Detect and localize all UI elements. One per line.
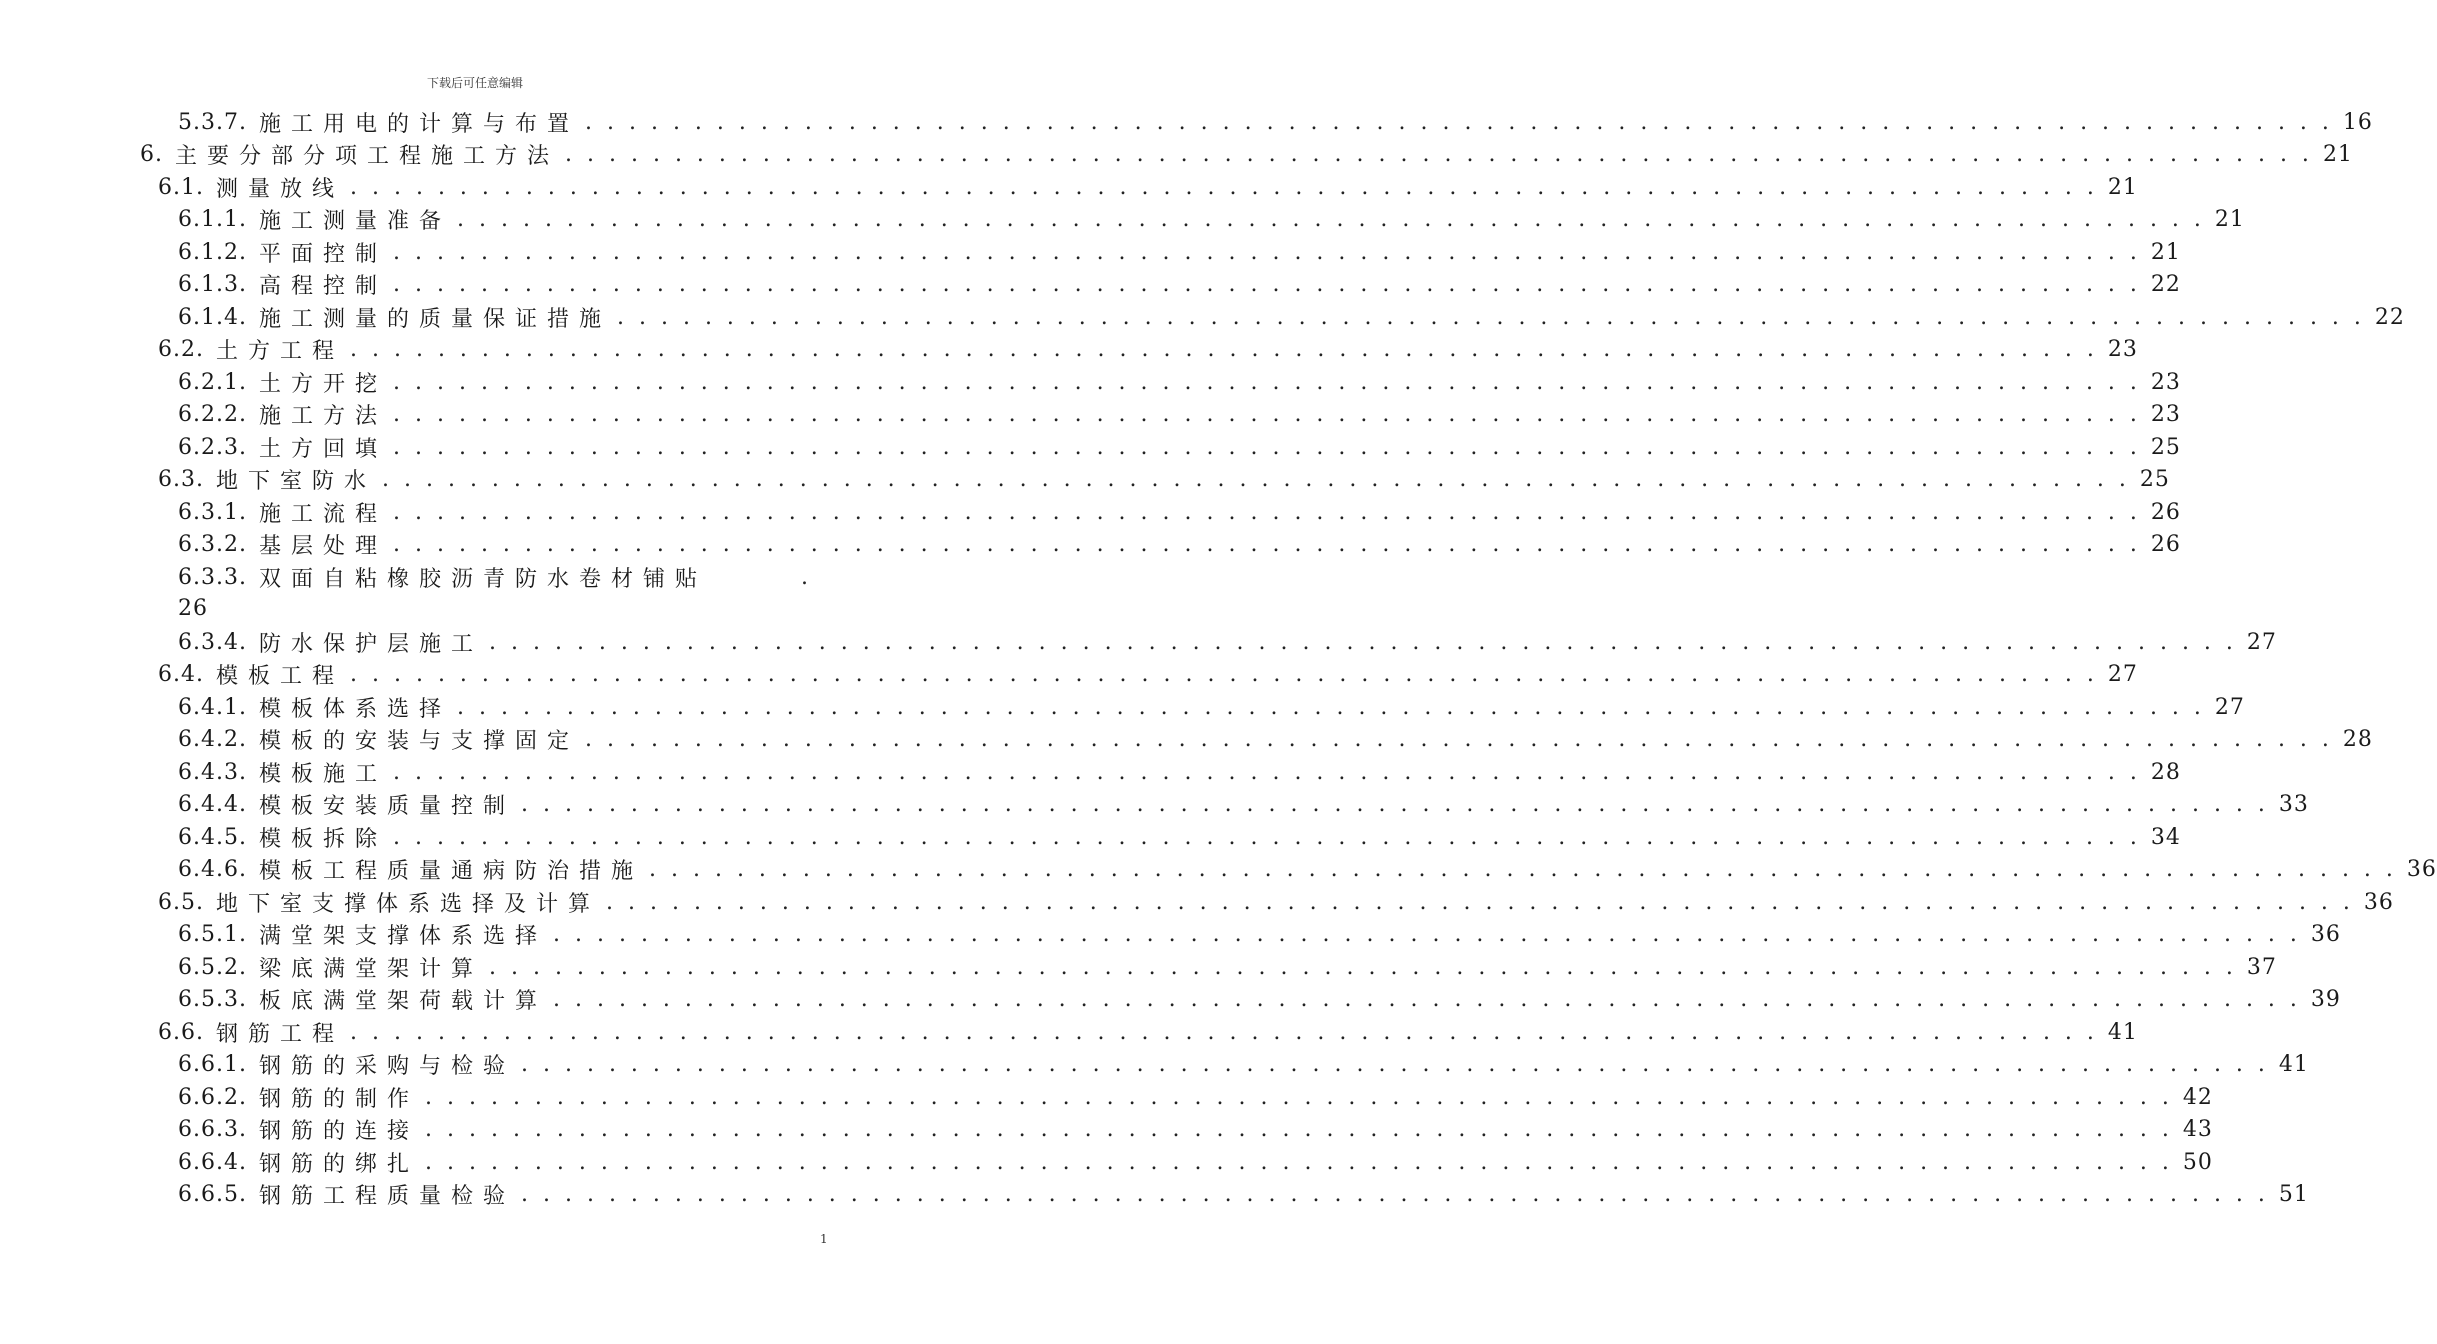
toc-entry-title: 平面控制: [258, 241, 387, 267]
toc-entry-number: 6.4.4.: [178, 792, 247, 817]
toc-entry-page: 21: [2107, 174, 2138, 200]
toc-leader-dots: . . . . . . . . . . . . . . . . . . . . . . . . . . . . . . . . . . . . . . . . . . . . . . . . . . . . . . . . . . . . . . . . . . . . . . . . . . . . . . . .: [553, 922, 2301, 947]
toc-entry[interactable]: [178, 269, 2181, 301]
toc-entry[interactable]: [178, 301, 2405, 333]
toc-entry-number: 6.3.: [158, 467, 204, 492]
toc-entry-page: 23: [2150, 369, 2181, 395]
toc-entry[interactable]: [178, 691, 2245, 723]
toc-entry-title: 模板安装质量控制: [258, 794, 515, 819]
toc-entry-title: 施工用电的计算与布置: [258, 111, 579, 137]
toc-entry-title: 土方回填: [258, 436, 387, 462]
toc-leader-dots: . . . . . . . . . . . . . . . . . . . . . . . . . . . . . . . . . . . . . . . . . . . . . . . . . . . . . . . . . . . . . . . . . . . . . . . . . . . . . . . .: [565, 142, 2313, 167]
toc-entry-title: 梁底满堂架计算: [258, 956, 483, 982]
toc-entry-page: 25: [2150, 434, 2181, 460]
toc-entry-number: 6.1.: [158, 174, 204, 200]
toc-entry-title: 模板拆除: [258, 826, 387, 852]
toc-entry-page: 41: [2107, 1019, 2138, 1045]
toc-entry-page: 26: [2150, 499, 2181, 525]
toc-entry-page: 21: [2322, 142, 2353, 167]
toc-leader-dots: . . . . . . . . . . . . . . . . . . . . . . . . . . . . . . . . . . . . . . . . . . . . . . . . . . . . . . . . . . . . . . . . . . . . . . . . . . . . . . . .: [553, 987, 2301, 1012]
toc-leader-dots: . . . . . . . . . . . . . . . . . . . . . . . . . . . . . . . . . . . . . . . . . . . . . . . . . . . . . . . . . . . . . . . . . . . . . . . . . . . . . . . .: [393, 759, 2141, 785]
toc-entry-page: 28: [2150, 759, 2181, 785]
toc-entry-page: 36: [2310, 922, 2341, 947]
toc-entry-title: 钢筋的制作: [258, 1086, 419, 1112]
toc-entry-page: 42: [2182, 1084, 2213, 1110]
toc-leader-dots: . . . . . . . . . . . . . . . . . . . . . . . . . . . . . . . . . . . . . . . . . . . . . . . . . . . . . . . . . . . . . . . . . . . . . . . . . . . . . . . .: [617, 304, 2365, 330]
toc-entry-page: 23: [2150, 402, 2181, 427]
toc-entry-number: 6.5.1.: [178, 922, 247, 947]
toc-entry-title: 土方工程: [215, 339, 344, 364]
toc-leader-dots: . . . . . . . . . . . . . . . . . . . . . . . . . . . . . . . . . . . . . . . . . . . . . . . . . . . . . . . . . . . . . . . . . . . . . . . . . . . . . . . .: [393, 532, 2141, 557]
toc-entry[interactable]: [178, 529, 2181, 561]
toc-entry-number: 5.3.7.: [178, 109, 247, 135]
toc-leader-dots: . . . . . . . . . . . . . . . . . . . . . . . . . . . . . . . . . . . . . . . . . . . . . . . . . . . . . . . . . . . . . . . . . . . . . . . . . . . . . . . .: [457, 207, 2205, 232]
toc-entry-page: 36: [2406, 857, 2437, 882]
toc-entry-page: 51: [2278, 1182, 2309, 1207]
toc-entry[interactable]: [178, 1081, 2213, 1113]
toc-entry-page: 27: [2214, 694, 2245, 720]
toc-entry-page: 21: [2150, 239, 2181, 265]
toc-entry-number: 6.6.1.: [178, 1052, 247, 1077]
toc-entry[interactable]: [178, 496, 2181, 528]
toc-leader-dots: . . . . . . . . . . . . . . . . . . . . . . . . . . . . . . . . . . . . . . . . . . . . . . . . . . . . . . . . . . . . . . . . . . . . . . . . . . . . . . . .: [350, 662, 2098, 687]
toc-leader-dots: . . . . . . . . . . . . . . . . . . . . . . . . . . . . . . . . . . . . . . . . . . . . . . . . . . . . . . . . . . . . . . . . . . . . . . . . . . . . . . . .: [425, 1149, 2173, 1175]
toc-leader-dots: . . . . . . . . . . . . . . . . . . . . . . . . . . . . . . . . . . . . . . . . . . . . . . . . . . . . . . . . . . . . . . . . . . . . . . . . . . . . . . . .: [489, 954, 2237, 980]
toc-entry[interactable]: [178, 399, 2181, 431]
toc-entry-page: 27: [2107, 662, 2138, 687]
toc-entry[interactable]: [158, 1016, 2138, 1048]
toc-entry-number: 6.2.2.: [178, 402, 247, 427]
toc-entry-number: 6.6.5.: [178, 1182, 247, 1207]
toc-leader-dots: . . . . . . . . . . . . . . . . . . . . . . . . . . . . . . . . . . . . . . . . . . . . . . . . . . . . . . . . . . . . . . . . . . . . . . . . . . . . . . . .: [585, 109, 2333, 135]
toc-entry-number: 6.4.2.: [178, 727, 247, 752]
toc-leader-dots: . . . . . . . . . . . . . . . . . . . . . . . . . . . . . . . . . . . . . . . . . . . . . . . . . . . . . . . . . . . . . . . . . . . . . . . . . . . . . . . .: [425, 1117, 2173, 1142]
toc-leader-dots: . . . . . . . . . . . . . . . . . . . . . . . . . . . . . . . . . . . . . . . . . . . . . . . . . . . . . . . . . . . . . . . . . . . . . . . . . . . . . . . .: [393, 239, 2141, 265]
toc-entry-title: 土方开挖: [258, 371, 387, 397]
toc-entry-title: 钢筋的绑扎: [258, 1151, 419, 1177]
toc-entry-number: 6.2.3.: [178, 434, 247, 460]
toc-entry[interactable]: [158, 886, 2394, 918]
toc-entry-title: 满堂架支撑体系选择: [258, 924, 547, 949]
toc-entry-number: 6.1.4.: [178, 304, 247, 330]
toc-entry[interactable]: [178, 1049, 2309, 1081]
toc-entry[interactable]: [178, 951, 2277, 983]
toc-entry-number: 6.3.1.: [178, 499, 247, 525]
toc-entry-number: 6.6.2.: [178, 1084, 247, 1110]
toc-entry-page: 22: [2374, 304, 2405, 330]
toc-entry-page: 16: [2342, 109, 2373, 135]
toc-leader-dots: . . . . . . . . . . . . . . . . . . . . . . . . . . . . . . . . . . . . . . . . . . . . . . . . . . . . . . . . . . . . . . . . . . . . . . . . . . . . . . . .: [649, 857, 2397, 882]
toc-entry-page: 36: [2363, 889, 2394, 915]
toc-leader-dots: . . . . . . . . . . . . . . . . . . . . . . . . . . . . . . . . . . . . . . . . . . . . . . . . . . . . . . . . . . . . . . . . . . . . . . . . . . . . . . . .: [585, 727, 2333, 752]
toc-entry-number: 6.2.1.: [178, 369, 247, 395]
toc-entry-page: 33: [2278, 792, 2309, 817]
toc-entry-number: 6.4.3.: [178, 759, 247, 785]
page-header: 下载后可任意编辑: [426, 76, 523, 90]
toc-entry-title: 施工方法: [258, 404, 387, 429]
toc-entry[interactable]: [178, 1114, 2213, 1146]
toc-leader-dots: . . . . . . . . . . . . . . . . . . . . . . . . . . . . . . . . . . . . . . . . . . . . . . . . . . . . . . . . . . . . . . . . . . . . . . . . . . . . . . . .: [521, 1182, 2269, 1207]
toc-entry-number: 6.3.3.: [178, 564, 247, 590]
toc-entry-number: 6.5.: [158, 889, 204, 915]
toc-leader-dots: . . . . . . . . . . . . . . . . . . . . . . . . . . . . . . . . . . . . . . . . . . . . . . . . . . . . . . . . . . . . . . . . . . . . . . . . . . . . . . . .: [489, 629, 2237, 655]
toc-entry[interactable]: [178, 724, 2373, 756]
toc-entry-title: 双面自粘橡胶沥青防水卷材铺贴: [258, 566, 707, 592]
toc-leader-dots: . . . . . . . . . . . . . . . . . . . . . . . . . . . . . . . . . . . . . . . . . . . . . . . . . . . . . . . . . . . . . . . . . . . . . . . . . . . . . . . .: [457, 694, 2205, 720]
toc-entry-page: 26: [178, 595, 208, 621]
toc-entry[interactable]: [178, 789, 2309, 821]
toc-entry-title: 施工流程: [258, 501, 387, 527]
toc-entry-page: 28: [2342, 727, 2373, 752]
toc-entry-title: 模板工程: [215, 664, 344, 689]
toc-entry-title: 模板体系选择: [258, 696, 451, 722]
toc-entry[interactable]: [178, 561, 815, 593]
toc-entry-page: 23: [2107, 337, 2138, 362]
toc-entry[interactable]: [178, 756, 2181, 788]
page-number: 1: [820, 1232, 828, 1246]
toc-entry-title: 地下室支撑体系选择及计算: [215, 891, 600, 917]
toc-entry-page: 41: [2278, 1052, 2309, 1077]
toc-entry-number: 6.1.1.: [178, 207, 247, 232]
toc-entry-page: 50: [2182, 1149, 2213, 1175]
toc-entry-number: 6.4.5.: [178, 824, 247, 850]
toc-entry-number: 6.6.: [158, 1019, 204, 1045]
toc-entry[interactable]: [140, 139, 2353, 171]
toc-leader-dots: . . . . . . . . . . . . . . . . . . . . . . . . . . . . . . . . . . . . . . . . . . . . . . . . . . . . . . . . . . . . . . . . . . . . . . . . . . . . . . . .: [393, 402, 2141, 427]
toc-entry-page: 21: [2214, 207, 2245, 232]
toc-leader-dots: . . . . . . . . . . . . . . . . . . . . . . . . . . . . . . . . . . . . . . . . . . . . . . . . . . . . . . . . . . . . . . . . . . . . . . . . . . . . . . . .: [350, 1019, 2098, 1045]
toc-leader-dots: . . . . . . . . . . . . . . . . . . . . . . . . . . . . . . . . . . . . . . . . . . . . . . . . . . . . . . . . . . . . . . . . . . . . . . . . . . . . . . . .: [521, 1052, 2269, 1077]
toc-leader-dots: . . . . . . . . . . . . . . . . . . . . . . . . . . . . . . . . . . . . . . . . . . . . . . . . . . . . . . . . . . . . . . . . . . . . . . . . . . . . . . . .: [393, 499, 2141, 525]
toc-entry-title: 主要分部分项工程施工方法: [175, 144, 560, 169]
toc-entry-page: 22: [2150, 272, 2181, 297]
toc-entry-number: 6.2.: [158, 337, 204, 362]
toc-entry-number: 6.3.2.: [178, 532, 247, 557]
toc-entry-page: 25: [2139, 467, 2170, 492]
toc-leader-dots: . . . . . . . . . . . . . . . . . . . . . . . . . . . . . . . . . . . . . . . . . . . . . . . . . . . . . . . . . . . . . . . . . . . . . . . . . . . . . . . .: [425, 1084, 2173, 1110]
toc-entry-title: 防水保护层施工: [258, 631, 483, 657]
toc-entry-title: 板底满堂架荷载计算: [258, 989, 547, 1014]
toc-leader-dots: . . . . . . . . . . . . . . . . . . . . . . . . . . . . . . . . . . . . . . . . . . . . . . . . . . . . . . . . . . . . . . . . . . . . . . . . . . . . . . . .: [382, 467, 2130, 492]
toc-entry-title: 钢筋的采购与检验: [258, 1054, 515, 1079]
toc-entry-title: 模板施工: [258, 761, 387, 787]
toc-entry[interactable]: [178, 821, 2181, 853]
toc-entry-number: 6.6.4.: [178, 1149, 247, 1175]
toc-entry[interactable]: [178, 236, 2181, 268]
toc-entry-page: 43: [2182, 1117, 2213, 1142]
toc-entry[interactable]: [178, 366, 2181, 398]
toc-entry-page: 34: [2150, 824, 2181, 850]
toc-leader-dots: . . . . . . . . . . . . . . . . . . . . . . . . . . . . . . . . . . . . . . . . . . . . . . . . . . . . . . . . . . . . . . . . . . . . . . . . . . . . . . . .: [393, 272, 2141, 297]
toc-entry-page: 27: [2246, 629, 2277, 655]
toc-entry-title: 钢筋工程质量检验: [258, 1184, 515, 1209]
toc-entry[interactable]: [158, 659, 2138, 691]
toc-leader-dots: . . . . . . . . . . . . . . . . . . . . . . . . . . . . . . . . . . . . . . . . . . . . . . . . . . . . . . . . . . . . . . . . . . . . . . . . . . . . . . . .: [521, 792, 2269, 817]
toc-entry-number: 6.1.3.: [178, 272, 247, 297]
toc-entry[interactable]: [178, 1179, 2309, 1211]
toc-entry[interactable]: [178, 626, 2277, 658]
toc-entry-title: 模板的安装与支撑固定: [258, 729, 579, 754]
toc-entry-number: 6.5.2.: [178, 954, 247, 980]
toc-entry-title: 钢筋工程: [215, 1021, 344, 1047]
toc-entry-number: 6.6.3.: [178, 1117, 247, 1142]
toc-entry-title: 模板工程质量通病防治措施: [258, 859, 643, 884]
toc-entry-number: 6.: [140, 142, 163, 167]
toc-entry[interactable]: [178, 106, 2373, 138]
toc-entry-title: 高程控制: [258, 274, 387, 299]
toc-entry[interactable]: [158, 334, 2138, 366]
toc-entry[interactable]: [158, 171, 2138, 203]
toc-entry[interactable]: [178, 919, 2341, 951]
toc-leader-dots: . . . . . . . . . . . . . . . . . . . . . . . . . . . . . . . . . . . . . . . . . . . . . . . . . . . . . . . . . . . . . . . . . . . . . . . . . . . . . . . .: [393, 434, 2141, 460]
toc-entry-title: 测量放线: [215, 176, 344, 202]
toc-entry[interactable]: [178, 1146, 2213, 1178]
toc-entry-number: 6.4.: [158, 662, 204, 687]
toc-entry-page: 26: [2150, 532, 2181, 557]
toc-leader-dots: . . . . . . . . . . . . . . . . . . . . . . . . . . . . . . . . . . . . . . . . . . . . . . . . . . . . . . . . . . . . . . . . . . . . . . . . . . . . . . . .: [350, 337, 2098, 362]
toc-entry-number: 6.5.3.: [178, 987, 247, 1012]
toc-leader-dots: .: [801, 564, 812, 590]
toc-entry-page: 37: [2246, 954, 2277, 980]
toc-leader-dots: . . . . . . . . . . . . . . . . . . . . . . . . . . . . . . . . . . . . . . . . . . . . . . . . . . . . . . . . . . . . . . . . . . . . . . . . . . . . . . . .: [393, 369, 2141, 395]
toc-entry[interactable]: [178, 431, 2181, 463]
toc-entry-number: 6.4.1.: [178, 694, 247, 720]
toc-entry-number: 6.3.4.: [178, 629, 247, 655]
toc-entry-title: 地下室防水: [215, 469, 376, 494]
toc-entry-title: 钢筋的连接: [258, 1119, 419, 1144]
toc-entry[interactable]: [178, 204, 2245, 236]
toc-entry-title: 施工测量的质量保证措施: [258, 306, 611, 332]
toc-entry-page: 39: [2310, 987, 2341, 1012]
toc-entry-title: 施工测量准备: [258, 209, 451, 234]
toc-entry[interactable]: [178, 854, 2437, 886]
toc-entry-title: 基层处理: [258, 534, 387, 559]
toc-leader-dots: . . . . . . . . . . . . . . . . . . . . . . . . . . . . . . . . . . . . . . . . . . . . . . . . . . . . . . . . . . . . . . . . . . . . . . . . . . . . . . . .: [350, 174, 2098, 200]
toc-entry-number: 6.1.2.: [178, 239, 247, 265]
toc-entry-number: 6.4.6.: [178, 857, 247, 882]
toc-entry[interactable]: [178, 984, 2341, 1016]
toc-leader-dots: . . . . . . . . . . . . . . . . . . . . . . . . . . . . . . . . . . . . . . . . . . . . . . . . . . . . . . . . . . . . . . . . . . . . . . . . . . . . . . . .: [606, 889, 2354, 915]
toc-leader-dots: . . . . . . . . . . . . . . . . . . . . . . . . . . . . . . . . . . . . . . . . . . . . . . . . . . . . . . . . . . . . . . . . . . . . . . . . . . . . . . . .: [393, 824, 2141, 850]
toc-entry[interactable]: [158, 464, 2170, 496]
